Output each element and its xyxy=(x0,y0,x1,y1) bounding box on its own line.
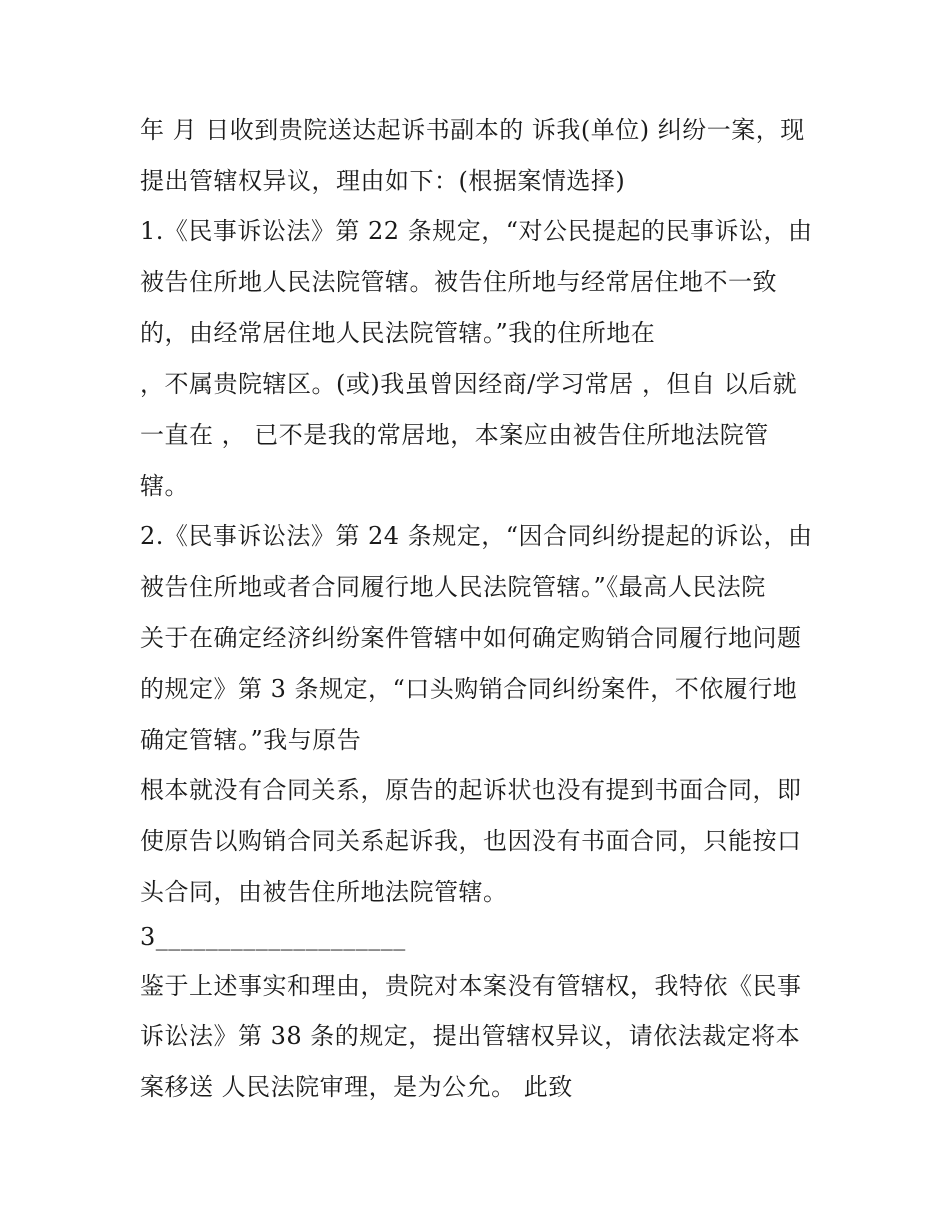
text-line: 被告住所地人民法院管辖。被告住所地与经常居住地不一致 xyxy=(140,268,777,296)
text-line: 的规定》第 3 条规定，“口头购销合同纠纷案件，不依履行地 xyxy=(140,675,798,703)
text-line: 的，由经常居住地人民法院管辖。”我的住所地在 xyxy=(140,319,656,347)
text-line: 一直在 ， 已不是我的常居地，本案应由被告住所地法院管 xyxy=(140,421,769,449)
text-line: 年 月 日收到贵院送达起诉书副本的 诉我(单位) 纠纷一案，现 xyxy=(140,116,805,144)
text-line: 2.《民事诉讼法》第 24 条规定，“因合同纠纷提起的诉讼，由 xyxy=(140,522,813,550)
text-line: 提出管辖权异议，理由如下：(根据案情选择) xyxy=(140,167,626,195)
text-line: 确定管辖。”我与原告 xyxy=(140,726,362,754)
text-line: 鉴于上述事实和理由，贵院对本案没有管辖权，我特依《民事 xyxy=(140,972,802,1000)
text-line: 使原告以购销合同关系起诉我，也因没有书面合同，只能按口 xyxy=(140,827,802,855)
text-line: 诉讼法》第 38 条的规定，提出管辖权异议，请依法裁定将本 xyxy=(140,1022,801,1050)
text-line: 根本就没有合同关系，原告的起诉状也没有提到书面合同，即 xyxy=(140,776,802,804)
text-line: 关于在确定经济纠纷案件管辖中如何确定购销合同履行地问题 xyxy=(140,624,802,652)
text-line: 被告住所地或者合同履行地人民法院管辖。”《最高人民法院 xyxy=(140,573,766,601)
text-line: 1.《民事诉讼法》第 22 条规定，“对公民提起的民事诉讼，由 xyxy=(140,217,813,245)
text-line: 3____________________ xyxy=(140,923,406,951)
text-line: 案移送 人民法院审理，是为公允。 此致 xyxy=(140,1073,573,1101)
text-line: ，不属贵院辖区。(或)我虽曾因经商/学习常居 ，但自 以后就 xyxy=(140,370,798,398)
text-line: 辖。 xyxy=(140,472,189,500)
text-line: 头合同，由被告住所地法院管辖。 xyxy=(140,878,508,906)
